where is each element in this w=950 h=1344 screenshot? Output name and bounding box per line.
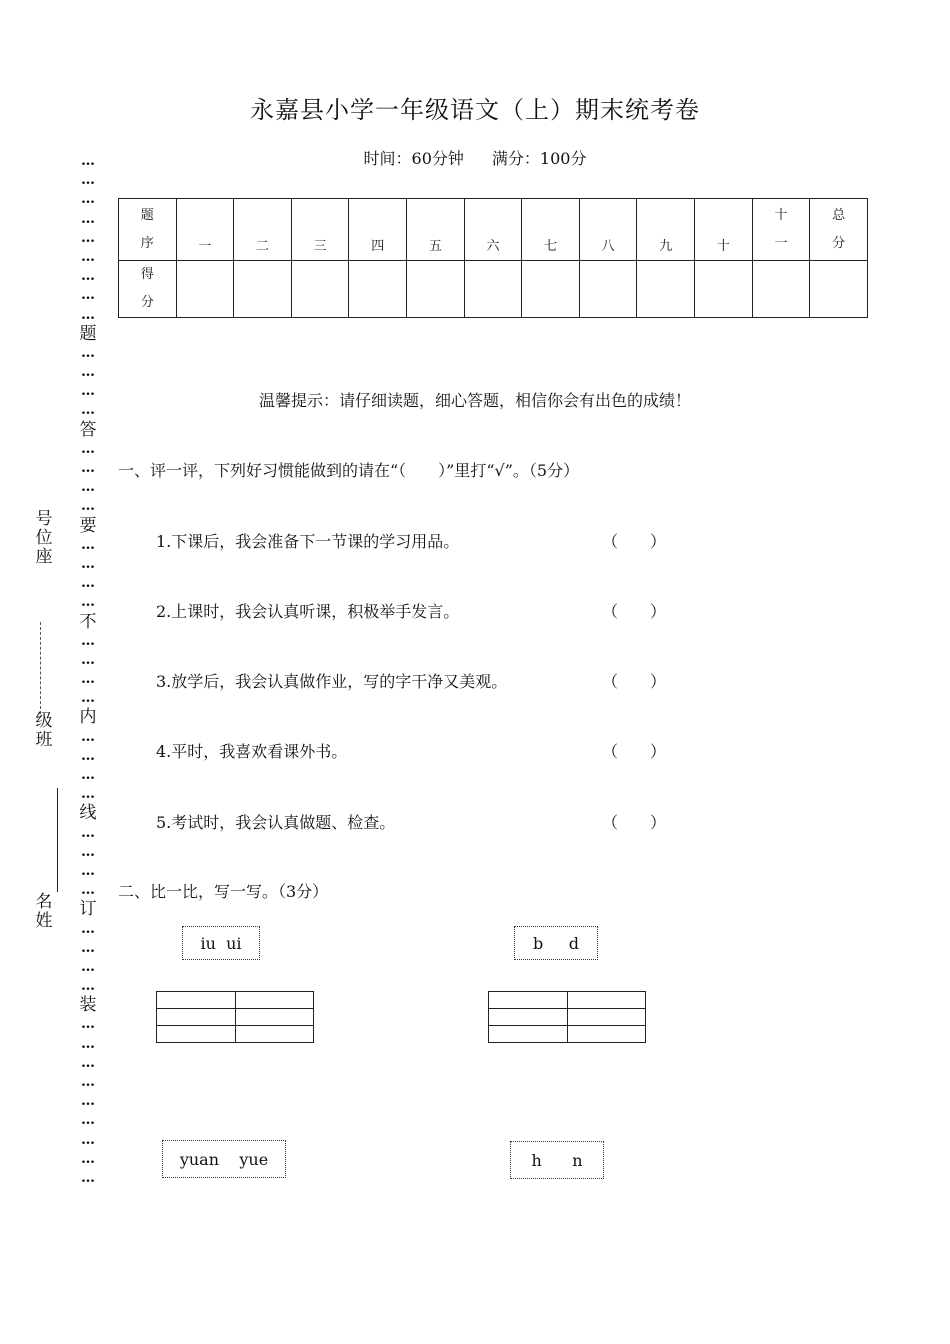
pinyin-pair-box: h n — [510, 1141, 604, 1179]
dotted-line-segment: … — [81, 402, 95, 419]
answer-parentheses[interactable]: （ ） — [602, 602, 667, 621]
dotted-line-segment: … — [81, 843, 95, 860]
column-header: 九 — [637, 199, 695, 261]
dotted-line-segment: … — [81, 1169, 95, 1186]
habit-item: 2.上课时，我会认真听课，积极举手发言。 — [156, 602, 460, 621]
score-cell[interactable] — [176, 261, 234, 318]
page-title: 永嘉县小学一年级语文（上）期末统考卷 — [250, 96, 700, 124]
dotted-line-segment: … — [81, 248, 95, 265]
class-label: 级 班 — [35, 711, 53, 750]
dotted-line-segment: … — [81, 651, 95, 668]
dotted-line-segment: … — [81, 536, 95, 553]
dotted-line-segment: … — [81, 287, 95, 304]
dotted-line-segment: … — [81, 862, 95, 879]
binding-warning-char: 不 — [79, 611, 97, 632]
dotted-line-segment: … — [81, 1074, 95, 1090]
dotted-line-segment: … — [81, 882, 95, 899]
full-score-info: 满分：100分 — [491, 149, 587, 168]
dotted-line-segment: … — [81, 728, 95, 745]
score-cell[interactable] — [522, 261, 580, 318]
dotted-line-segment: … — [81, 671, 95, 688]
binding-warning-char: 要 — [79, 515, 97, 536]
question-number-header: 题 序 — [119, 199, 177, 261]
binding-line — [78, 152, 98, 1188]
name-blank[interactable] — [57, 788, 58, 892]
dotted-line-segment: … — [81, 978, 95, 995]
answer-parentheses[interactable]: （ ） — [602, 532, 667, 551]
writing-cell[interactable] — [567, 1009, 646, 1026]
dotted-line-segment: … — [81, 958, 95, 975]
dotted-line-segment: … — [81, 555, 95, 572]
time-info: 时间：60分钟 — [363, 149, 464, 168]
seat-number-blank[interactable] — [40, 622, 41, 714]
seat-number-label: 号 位 座 — [35, 509, 53, 567]
dotted-line-segment: … — [81, 690, 95, 707]
binding-warning-char: 装 — [79, 995, 97, 1016]
dotted-line-segment: … — [81, 575, 95, 592]
dotted-line-segment: … — [81, 1035, 95, 1052]
name-label: 名 姓 — [35, 892, 53, 931]
dotted-line-segment: … — [81, 824, 95, 841]
writing-cell[interactable] — [235, 1009, 314, 1026]
writing-grid — [156, 991, 314, 1043]
writing-cell[interactable] — [567, 992, 646, 1009]
section-two-heading: 二、比一比，写一写。（3分） — [118, 882, 329, 901]
score-table — [118, 198, 868, 318]
column-header: 二 — [234, 199, 292, 261]
dotted-line-segment: … — [81, 172, 95, 189]
dotted-line-segment: … — [81, 479, 95, 496]
pinyin-pair-box: yuan yue — [162, 1140, 286, 1178]
column-header-total: 总 分 — [810, 199, 868, 261]
column-header: 五 — [407, 199, 465, 261]
section-one-heading: 一、评一评，下列好习惯能做到的请在“（ ）”里打“√”。（5分） — [118, 461, 580, 480]
binding-warning-char: 订 — [79, 899, 97, 920]
dotted-line-segment: … — [81, 1054, 95, 1071]
binding-warning-char: 内 — [79, 707, 97, 728]
binding-warning-char: 题 — [79, 323, 97, 344]
binding-warning-char: 线 — [79, 803, 97, 824]
score-cell[interactable] — [695, 261, 753, 318]
writing-cell[interactable] — [489, 1026, 568, 1043]
score-cell[interactable] — [234, 261, 292, 318]
habit-item: 3.放学后，我会认真做作业，写的字干净又美观。 — [156, 672, 508, 691]
score-cell[interactable] — [464, 261, 522, 318]
writing-cell[interactable] — [157, 1009, 236, 1026]
score-cell[interactable] — [810, 261, 868, 318]
dotted-line-segment: … — [81, 210, 95, 227]
writing-cell[interactable] — [235, 1026, 314, 1043]
dotted-line-segment: … — [81, 747, 95, 764]
dotted-line-segment: … — [81, 1016, 95, 1033]
column-header: 六 — [464, 199, 522, 261]
dotted-line-segment: … — [81, 1093, 95, 1110]
dotted-line-segment: … — [81, 632, 95, 649]
dotted-line-segment: … — [81, 594, 95, 611]
writing-cell[interactable] — [489, 1009, 568, 1026]
column-header-eleven: 十 一 — [752, 199, 810, 261]
dotted-line-segment: … — [81, 460, 95, 476]
answer-parentheses[interactable]: （ ） — [602, 672, 667, 691]
dotted-line-segment: … — [81, 344, 95, 361]
dotted-line-segment: … — [81, 229, 95, 246]
pinyin-pair-box: iu ui — [182, 926, 260, 960]
friendly-tip: 温馨提示：请仔细读题，细心答题，相信你会有出色的成绩！ — [258, 391, 691, 410]
table-row — [119, 261, 868, 318]
dotted-line-segment: … — [81, 1112, 95, 1129]
dotted-line-segment: … — [81, 440, 95, 457]
dotted-line-segment: … — [81, 383, 95, 400]
dotted-line-segment: … — [81, 498, 95, 515]
dotted-line-segment: … — [81, 786, 95, 803]
score-cell[interactable] — [407, 261, 465, 318]
dotted-line-segment: … — [81, 268, 95, 285]
dotted-line-segment: … — [81, 306, 95, 323]
habit-item: 4.平时，我喜欢看课外书。 — [156, 742, 348, 761]
habit-item: 5.考试时，我会认真做题、检查。 — [156, 813, 396, 832]
score-row-header: 得 分 — [119, 261, 177, 318]
column-header: 七 — [522, 199, 580, 261]
writing-cell[interactable] — [157, 1026, 236, 1043]
answer-parentheses[interactable]: （ ） — [602, 813, 667, 832]
writing-cell[interactable] — [567, 1026, 646, 1043]
writing-cell[interactable] — [489, 992, 568, 1009]
dotted-line-segment: … — [81, 939, 95, 956]
pinyin-pair-box: b d — [514, 926, 598, 960]
score-cell[interactable] — [291, 261, 349, 318]
writing-cell[interactable] — [235, 992, 314, 1009]
score-cell[interactable] — [752, 261, 810, 318]
column-header: 一 — [176, 199, 234, 261]
column-header: 三 — [291, 199, 349, 261]
dotted-line-segment: … — [81, 364, 95, 381]
score-cell[interactable] — [349, 261, 407, 318]
answer-parentheses[interactable]: （ ） — [602, 742, 667, 761]
score-cell[interactable] — [579, 261, 637, 318]
column-header: 十 — [695, 199, 753, 261]
writing-cell[interactable] — [157, 992, 236, 1009]
dotted-line-segment: … — [81, 1150, 95, 1167]
table-row — [119, 199, 868, 261]
habit-item: 1.下课后，我会准备下一节课的学习用品。 — [156, 532, 460, 551]
exam-info — [0, 146, 950, 169]
column-header: 八 — [579, 199, 637, 261]
binding-warning-char: 答 — [79, 419, 97, 440]
dotted-line-segment: … — [81, 153, 95, 169]
writing-grid — [488, 991, 646, 1043]
dotted-line-segment: … — [81, 1131, 95, 1148]
column-header: 四 — [349, 199, 407, 261]
score-cell[interactable] — [637, 261, 695, 318]
dotted-line-segment: … — [81, 920, 95, 937]
dotted-line-segment: … — [81, 191, 95, 208]
dotted-line-segment: … — [81, 767, 95, 783]
